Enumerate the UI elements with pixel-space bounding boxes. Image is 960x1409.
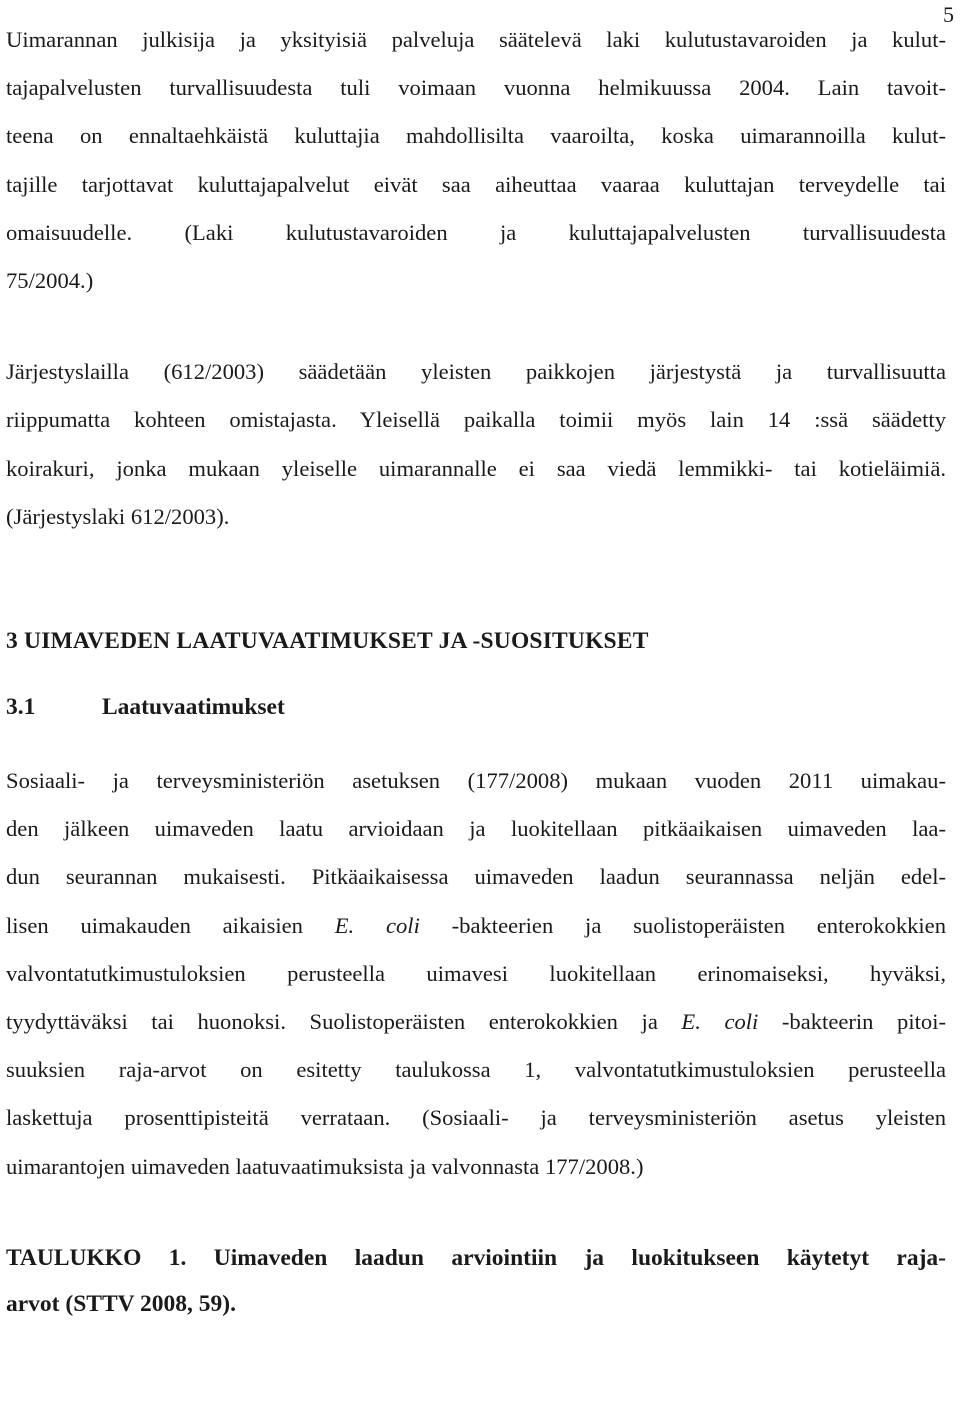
text-segment: -bakteerin pitoi-	[758, 1009, 946, 1035]
text-line: teena on ennaltaehkäistä kuluttajia mahdollisilta vaaroilta, koska uimarannoilla kulut-	[6, 123, 946, 149]
text-line: tajapalvelusten turvallisuudesta tuli voimaan vuonna helmikuussa 2004. Lain tavoit-	[6, 75, 946, 101]
subsection-number: 3.1	[6, 694, 36, 721]
paragraph-consumer-safety-law	[6, 16, 946, 305]
text-line: uimarantojen uimaveden laatuvaatimuksista ja valvonnasta 177/2008.)	[6, 1153, 644, 1179]
subsection-heading	[6, 687, 946, 727]
document-body	[6, 16, 946, 1327]
text-line: riippumatta kohteen omistajasta. Yleisellä paikalla toimii myös lain 14 :ssä säädetty	[6, 407, 946, 433]
text-line: 75/2004.)	[6, 268, 94, 294]
text-line	[6, 902, 946, 950]
text-segment: tyydyttäväksi tai huonoksi. Suolistoperäisten enterokokkien ja	[6, 1009, 682, 1035]
text-line: omaisuudelle. (Laki kulutustavaroiden ja kuluttajapalvelusten turvallisuudesta	[6, 219, 946, 245]
text-line	[6, 998, 946, 1046]
text-line: valvontatutkimustuloksien perusteella uimavesi luokitellaan erinomaiseksi, hyväksi,	[6, 960, 946, 986]
text-line: laskettuja prosenttipisteitä verrataan. (Sosiaali- ja terveysministeriön asetus yleisten	[6, 1105, 946, 1131]
subsection-title: Laatuvaatimukset	[102, 694, 285, 721]
text-line: koirakuri, jonka mukaan yleiselle uimarannalle ei saa viedä lemmikki- tai kotieläimiä.	[6, 455, 946, 481]
text-segment: lisen uimakauden aikaisien	[6, 912, 335, 938]
paragraph-public-order-act	[6, 348, 946, 541]
page-number: 5	[943, 2, 954, 27]
text-line: den jälkeen uimaveden laatu arvioidaan ja luokitellaan pitkäaikaisen uimaveden laa-	[6, 816, 946, 842]
caption-line: TAULUKKO 1. Uimaveden laadun arviointiin ja luokitukseen käytetyt raja-	[6, 1244, 946, 1271]
text-line: Sosiaali- ja terveysministeriön asetuksen (177/2008) mukaan vuoden 2011 uimakau-	[6, 768, 946, 794]
table-caption	[6, 1235, 946, 1327]
paragraph-water-quality-regulation	[6, 757, 946, 1191]
species-name: E. coli	[334, 912, 420, 938]
text-line: tajille tarjottavat kuluttajapalvelut eivät saa aiheuttaa vaaraa kuluttajan terveydelle tai	[6, 171, 946, 197]
text-line: Järjestyslailla (612/2003) säädetään yleisten paikkojen järjestystä ja turvallisuutta	[6, 359, 946, 385]
caption-line: arvot (STTV 2008, 59).	[6, 1290, 236, 1317]
species-name: E. coli	[681, 1009, 759, 1035]
section-heading: 3 UIMAVEDEN LAATUVAATIMUKSET JA -SUOSITUKSET	[6, 628, 649, 655]
text-segment: -bakteerien ja suolistoperäisten enterokokkien	[419, 912, 947, 938]
text-line: Uimarannan julkisija ja yksityisiä palveluja säätelevä laki kulutustavaroiden ja kulut-	[6, 27, 946, 52]
text-line: suuksien raja-arvot on esitetty taulukossa 1, valvontatutkimustuloksien perusteella	[6, 1057, 946, 1083]
text-line: dun seurannan mukaisesti. Pitkäaikaisessa uimaveden laadun seurannassa neljän edel-	[6, 864, 946, 890]
text-line: (Järjestyslaki 612/2003).	[6, 503, 230, 529]
